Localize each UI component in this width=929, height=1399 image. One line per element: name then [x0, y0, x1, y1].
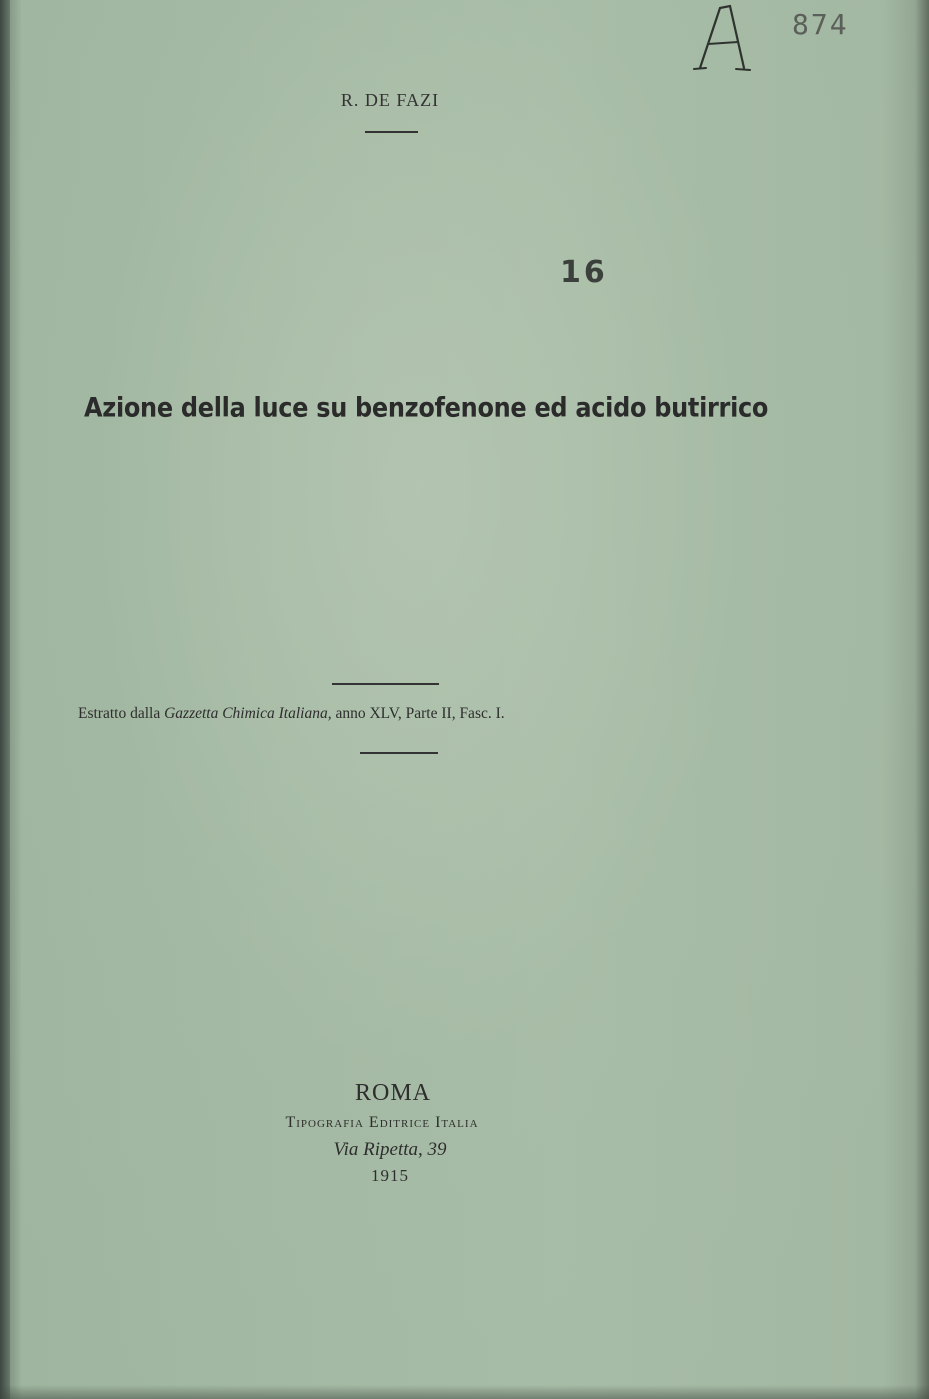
- imprint-year: 1915: [371, 1166, 409, 1185]
- extract-prefix: Estratto dalla: [78, 705, 161, 722]
- page-binding-edge: [0, 0, 10, 1399]
- journal-name: Gazzetta Chimica Italiana,: [164, 705, 332, 722]
- extract-line: [78, 705, 505, 723]
- page-right-edge: [915, 0, 929, 1399]
- author-name: R. DE FAZI: [340, 90, 440, 110]
- extract-rule-top: [332, 683, 439, 685]
- imprint-printer: Tipografia Editrice Italia: [285, 1114, 479, 1131]
- handwritten-shelf-mark: [690, 2, 754, 74]
- extract-details: anno XLV, Parte II, Fasc. I.: [335, 705, 505, 722]
- extract-rule-bottom: [360, 752, 438, 754]
- imprint-address: Via Ripetta, 39: [333, 1139, 447, 1160]
- document-number: 16: [560, 255, 608, 290]
- author-rule: [365, 131, 418, 133]
- page-bottom-edge: [0, 1385, 929, 1399]
- shelf-number: 874: [792, 8, 849, 41]
- imprint-city: ROMA: [354, 1080, 431, 1106]
- document-title: Azione della luce su benzofenone ed acido butirrico: [84, 392, 769, 424]
